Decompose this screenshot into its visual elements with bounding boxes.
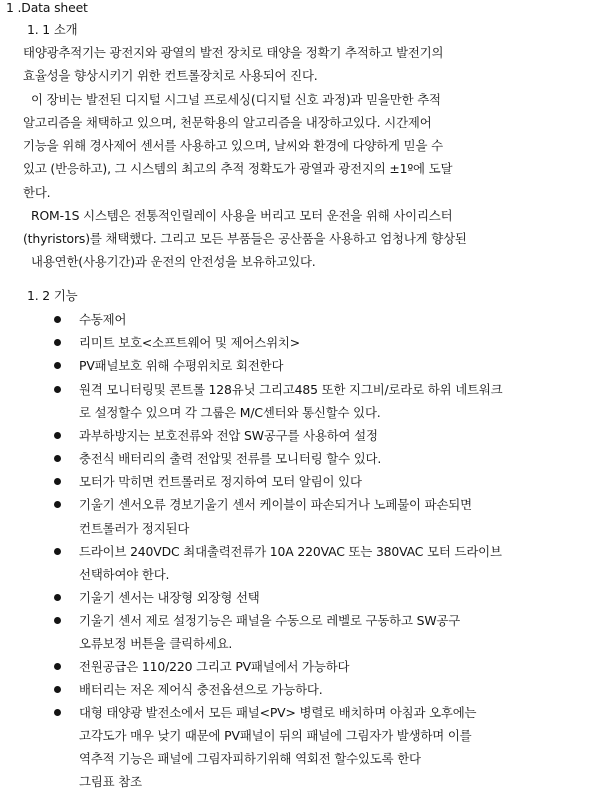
feature-item-text: 그림표 참조 (79, 774, 142, 789)
paragraph-line: 이 장비는 발전된 디지털 시그널 프로세싱(디지털 신호 과정)과 믿을만한 추적 (31, 92, 441, 107)
bullet-icon (54, 362, 61, 369)
feature-item-text: 고각도가 매우 낮기 때문에 PV패널이 뒤의 패널에 그림자가 발생하며 이를 (79, 728, 472, 743)
feature-item-text: 대형 태양광 발전소에서 모든 패널<PV> 병렬로 배치하며 아침과 오후에는 (79, 705, 477, 720)
bullet-icon (54, 455, 61, 462)
bullet-icon (54, 663, 61, 670)
paragraph-line: (thyristors)를 채택했다. 그리고 모든 부품들은 공산품을 사용하고 엄청나게 향상된 (23, 231, 467, 246)
bullet-icon (54, 686, 61, 693)
bullet-icon (54, 709, 61, 716)
bullet-icon (54, 316, 61, 323)
feature-item-text: 리미트 보호<소프트웨어 및 제어스위치> (79, 335, 300, 350)
bullet-icon (54, 339, 61, 346)
feature-item-text: 원격 모니터링및 콘트롤 128유닛 그리고485 또한 지그비/로라로 하위 네트워크 (79, 382, 503, 397)
feature-item-text: 기울기 센서는 내장형 외장형 선택 (79, 590, 260, 605)
paragraph-line: 알고리즘을 채택하고 있으며, 천문학용의 알고리즘을 내장하고있다. 시간제어 (23, 115, 432, 130)
paragraph-line: ROM-1S 시스템은 전통적인릴레이 사용을 버리고 모터 운전을 위해 사이리스터 (31, 208, 453, 223)
paragraph-line: 기능을 위해 경사제어 센서를 사용하고 있으며, 날씨와 환경에 다양하게 믿을 수 (23, 138, 443, 153)
bullet-icon (54, 594, 61, 601)
section-title-intro: 1. 1 소개 (27, 22, 78, 37)
feature-item-text: 배터리는 저온 제어식 충전옵션으로 가능하다. (79, 682, 323, 697)
document-heading: 1 .Data sheet (6, 0, 88, 15)
paragraph-line: 태양광추적기는 광전지와 광열의 발전 장치로 태양을 정확기 추적하고 발전기의 (23, 45, 444, 60)
bullet-icon (54, 478, 61, 485)
paragraph-line: 내용연한(사용기간)과 운전의 안전성을 보유하고있다. (31, 254, 316, 269)
section-title-features: 1. 2 기능 (27, 288, 78, 303)
feature-item-text: 역추적 기능은 패널에 그림자피하기위해 역회전 할수있도록 한다 (79, 751, 421, 766)
feature-item-text: 기울기 센서 제로 설정기능은 패널을 수동으로 레벨로 구동하고 SW공구 (79, 613, 461, 628)
feature-item-text: 충전식 배터리의 출력 전압및 전류를 모니터링 할수 있다. (79, 451, 382, 466)
bullet-icon (54, 501, 61, 508)
feature-item-text: 선택하여야 한다. (79, 567, 170, 582)
paragraph-line: 한다. (23, 185, 51, 200)
bullet-icon (54, 617, 61, 624)
feature-item-text: 컨트롤러가 정지된다 (79, 521, 190, 536)
feature-item-text: 오류보정 버튼을 클릭하세요. (79, 636, 233, 651)
bullet-icon (54, 386, 61, 393)
feature-item-text: 로 설정할수 있으며 각 그룹은 M/C센터와 통신할수 있다. (79, 405, 381, 420)
feature-item-text: PV패널보호 위해 수평위치로 회전한다 (79, 358, 284, 373)
feature-item-text: 모터가 막히면 컨트롤러로 정지하여 모터 알림이 있다 (79, 474, 362, 489)
bullet-icon (54, 432, 61, 439)
bullet-icon (54, 548, 61, 555)
feature-item-text: 수동제어 (79, 312, 127, 327)
feature-item-text: 전원공급은 110/220 그리고 PV패널에서 가능하다 (79, 659, 350, 674)
feature-item-text: 기울기 센서오류 경보기울기 센서 케이블이 파손되거나 노페물이 파손되면 (79, 497, 472, 512)
feature-item-text: 드라이브 240VDC 최대출력전류가 10A 220VAC 또는 380VAC 모터 드라이브 (79, 544, 502, 559)
paragraph-line: 효율성을 향상시키기 위한 컨트롤장치로 사용되어 진다. (23, 68, 318, 83)
feature-item-text: 과부하방지는 보호전류와 전압 SW공구를 사용하여 설정 (79, 428, 378, 443)
paragraph-line: 있고 (반응하고), 그 시스템의 최고의 추적 정확도가 광열과 광전지의 ±1º에 도달 (23, 161, 453, 176)
